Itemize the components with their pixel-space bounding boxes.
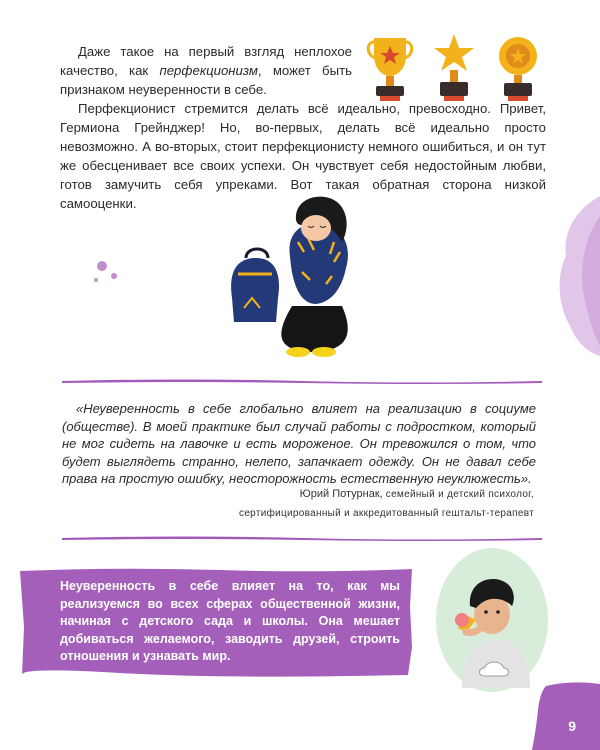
intro-paragraph-1 [60,42,352,99]
quote-author [239,485,534,523]
author-role-2: сертифицированный и аккредитованный гештальт-терапевт [239,508,534,519]
quote-divider-bottom [62,535,542,541]
callout-text: Неуверенность в себе влияет на то, как мы реализуемся во всех сферах общественной жизни, начиная с детского сада и школы. Она мешает добиваться желаемого, заводить друзей, строить отношения и узнавать мир. [60,579,400,663]
intro-paragraph-2: Перфекционист стремится делать всё идеально, превосходно. Привет, Гермиона Грейнджер! Но, во-первых, делать всё идеально просто невозможно. А во-вторых, стоит перфекционисту немного ошибиться, и он тут же обесценивает все своих успехи. Он чувствует себя недостойным любви, готов замучить себя упреками. Вот такая обратная сторона низкой самооценки. [60,101,546,211]
cup-trophy-icon [368,38,412,101]
intro-p1-text-end: , может быть признаком неуверенности в себе. [60,63,352,97]
intro-p1-text: Даже такое на первый взгляд неплохое качество, как [60,44,352,78]
backpack-illustration [231,249,279,322]
trophies-illustration [362,30,547,110]
purple-dots-decoration [90,256,140,306]
medal-trophy-icon [499,37,537,101]
author-role-1: семейный и детский психолог, [385,489,534,500]
sad-girl-illustration [216,190,381,360]
boy-with-ice-cream-illustration [430,548,550,696]
intro-p1-emphasis: перфекционизм [159,63,258,78]
watercolor-blot-decoration [552,196,600,356]
page-number-corner [532,680,600,750]
author-name: Юрий Потурнак, [299,488,383,500]
star-trophy-icon [434,34,474,101]
psychologist-quote: «Неуверенность в себе глобально влияет на реализацию в социуме (обществе). В моей практике был случай работы с подростком, который не мог сидеть на лавочке и есть мороженое. Он тревожился о том, что будет выглядеть странно, нелепо, запачкает одежду. Он не давал себе права на простую ошибку, неосторожность естественную неуклюжесть». [62,401,536,486]
quote-divider-top [62,378,542,384]
page-number: 9 [568,718,576,734]
